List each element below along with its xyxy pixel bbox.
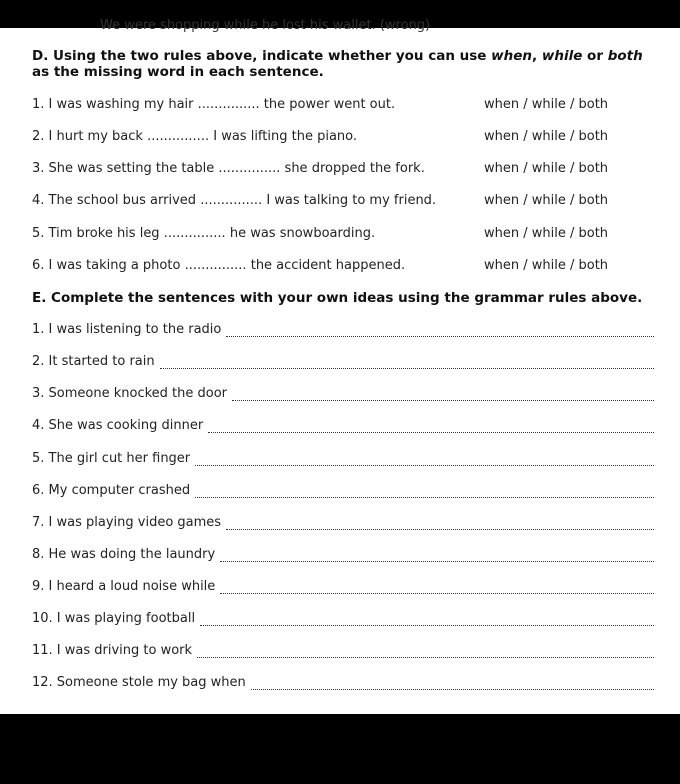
answer-line[interactable] — [195, 485, 654, 498]
answer-line[interactable] — [226, 324, 654, 337]
d-item-2 — [32, 129, 357, 144]
answer-blank[interactable]: ............... — [163, 226, 226, 241]
answer-blank[interactable]: ............... — [200, 193, 263, 208]
e-item-9 — [32, 579, 654, 594]
d-item-text: she dropped the fork. — [284, 161, 425, 176]
d-item-text: 3. She was setting the table — [32, 161, 215, 176]
answer-line[interactable] — [226, 517, 654, 530]
d-item-text: 4. The school bus arrived — [32, 193, 197, 208]
e-item-10 — [32, 611, 654, 626]
heading-text: , — [532, 48, 542, 64]
d-item-text: the power went out. — [263, 97, 396, 112]
d-item-text: I was lifting the piano. — [213, 129, 358, 144]
e-item-4 — [32, 418, 654, 433]
heading-word-both: both — [607, 48, 643, 64]
e-item-text: 9. I heard a loud noise while — [32, 579, 216, 594]
e-item-text: 11. I was driving to work — [32, 643, 193, 658]
e-item-text: 4. She was cooking dinner — [32, 418, 204, 433]
answer-line[interactable] — [160, 356, 654, 369]
answer-line[interactable] — [197, 645, 654, 658]
answer-line[interactable] — [208, 420, 654, 433]
d-item-5 — [32, 226, 375, 241]
heading-text: D. Using the two rules above, indicate whether you can use — [32, 48, 492, 64]
choice-options: when / while / both — [484, 258, 609, 273]
heading-text: as the missing word in each sentence. — [32, 64, 324, 80]
answer-line[interactable] — [195, 453, 654, 466]
answer-blank[interactable]: ............... — [218, 161, 281, 176]
d-item-text: he was snowboarding. — [229, 226, 376, 241]
answer-line[interactable] — [251, 677, 654, 690]
e-item-text: 8. He was doing the laundry — [32, 547, 216, 562]
e-item-text: 2. It started to rain — [32, 354, 155, 369]
e-item-text: 1. I was listening to the radio — [32, 322, 222, 337]
answer-line[interactable] — [220, 581, 654, 594]
heading-text: or — [582, 48, 608, 64]
section-e-heading: E. Complete the sentences with your own ideas using the grammar rules above. — [32, 290, 643, 306]
d-item-1 — [32, 97, 395, 112]
d-item-6 — [32, 258, 405, 273]
worksheet-page — [0, 18, 680, 714]
e-item-5 — [32, 451, 654, 466]
e-item-text: 3. Someone knocked the door — [32, 386, 228, 401]
e-item-text: 6. My computer crashed — [32, 483, 191, 498]
heading-word-while: while — [541, 48, 583, 64]
e-item-3 — [32, 386, 654, 401]
d-item-text: 2. I hurt my back — [32, 129, 143, 144]
answer-blank[interactable]: ............... — [184, 258, 247, 273]
e-item-text: 5. The girl cut her finger — [32, 451, 191, 466]
choice-options: when / while / both — [484, 161, 609, 176]
d-item-text: 1. I was washing my hair — [32, 97, 194, 112]
e-item-12 — [32, 675, 654, 690]
answer-blank[interactable]: ............... — [197, 97, 260, 112]
choice-options: when / while / both — [484, 129, 609, 144]
choice-options: when / while / both — [484, 226, 609, 241]
d-item-text: 6. I was taking a photo — [32, 258, 181, 273]
heading-word-when: when — [491, 48, 533, 64]
section-d-heading — [32, 48, 662, 80]
e-item-text: 10. I was playing football — [32, 611, 196, 626]
cutoff-line: We were shopping while he lost his wallet. (wrong) — [100, 18, 431, 33]
answer-blank[interactable]: ............... — [147, 129, 210, 144]
d-item-4 — [32, 193, 436, 208]
e-item-text: 7. I was playing video games — [32, 515, 222, 530]
e-item-1 — [32, 322, 654, 337]
e-item-7 — [32, 515, 654, 530]
answer-line[interactable] — [232, 388, 654, 401]
e-item-6 — [32, 483, 654, 498]
e-item-2 — [32, 354, 654, 369]
d-item-text: 5. Tim broke his leg — [32, 226, 160, 241]
d-item-3 — [32, 161, 425, 176]
choice-options: when / while / both — [484, 193, 609, 208]
e-item-text: 12. Someone stole my bag when — [32, 675, 246, 690]
d-item-text: I was talking to my friend. — [266, 193, 437, 208]
choice-options: when / while / both — [484, 97, 609, 112]
e-item-11 — [32, 643, 654, 658]
answer-line[interactable] — [200, 613, 654, 626]
d-item-text: the accident happened. — [250, 258, 406, 273]
e-item-8 — [32, 547, 654, 562]
answer-line[interactable] — [220, 549, 654, 562]
